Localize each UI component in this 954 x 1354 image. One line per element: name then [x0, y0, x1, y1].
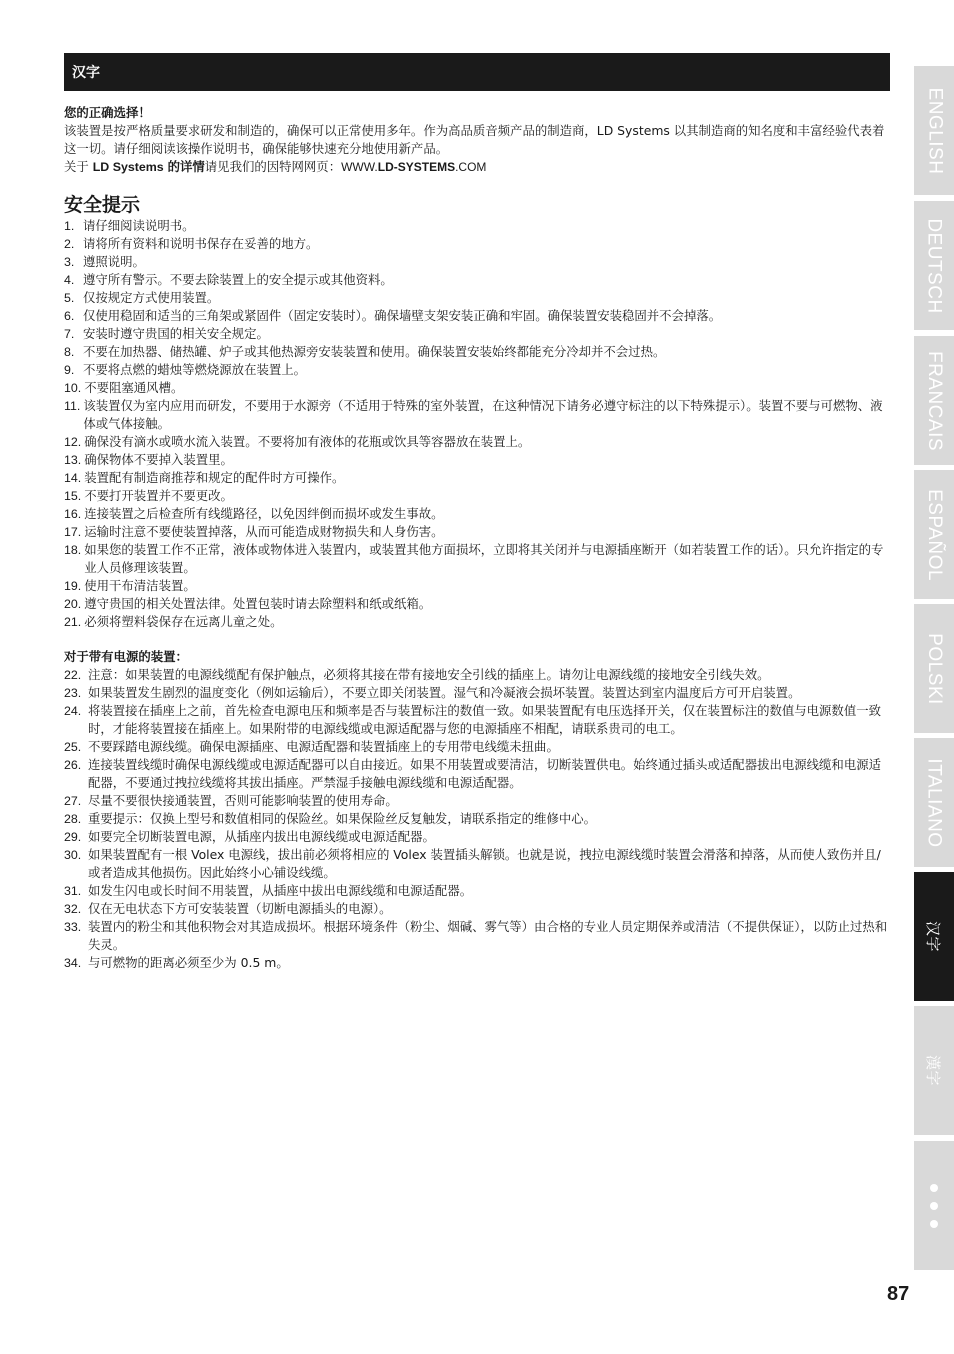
list-item-text: 不要阻塞通风槽。: [84, 380, 184, 395]
list-item-text: 与可燃物的距离必须至少为 0.5 m。: [88, 955, 289, 970]
list-item: [64, 702, 888, 738]
tab-francais[interactable]: [914, 336, 954, 465]
list-item-text: 装置配有制造商推荐和规定的配件时方可操作。: [84, 470, 345, 485]
list-item-text: 如果您的装置工作不正常，液体或物体进入装置内，或装置其他方面损坏，立即将其关闭并与电源插座断开（如若装置工作的话）。只允许指定的专业人员修理该装置。: [84, 542, 884, 575]
tab-simplified-chinese-label: 汉字: [924, 920, 942, 953]
list-item-number: 12.: [64, 435, 82, 449]
list-item: [64, 900, 888, 918]
list-item-number: 22.: [64, 668, 82, 682]
list-item-number: 24.: [64, 704, 82, 718]
list-item-number: 15.: [64, 489, 82, 503]
list-item-text: 如果装置配有一根 Volex 电源线，拔出前必须将相应的 Volex 装置插头解锁。也就是说，拽拉电源线缆时装置会滑落和掉落，从而使人致伤并且/或者造成其他损伤。因此始终小心铺设线缆。: [88, 847, 881, 880]
intro-more-line: [64, 158, 888, 176]
list-item-number: 16.: [64, 507, 82, 521]
intro-more-details: 的详情: [167, 160, 205, 174]
list-item: [64, 379, 888, 397]
list-item-text: 如发生闪电或长时间不用装置，从插座中拔出电源线缆和电源适配器。: [88, 883, 473, 898]
list-item-number: 28.: [64, 812, 82, 826]
tab-polski[interactable]: [914, 604, 954, 733]
list-item-text: 不要在加热器、储热罐、炉子或其他热源旁安装装置和使用。确保装置安装始终都能充分冷却并不会过热。: [83, 344, 666, 359]
intro-title: 您的正确选择！: [64, 105, 151, 120]
list-item-number: 26.: [64, 758, 82, 772]
list-item-number: 18.: [64, 543, 82, 557]
list-item-number: 4.: [64, 273, 75, 287]
list-item-text: 仅使用稳固和适当的三角架或紧固件（固定安装时）。确保墙壁支架安装正确和牢固。确保装置安装稳固并不会掉落。: [83, 308, 722, 323]
section-header-title: 汉字: [72, 65, 100, 81]
list-item: [64, 307, 888, 325]
list-item: [64, 523, 888, 541]
list-item: [64, 451, 888, 469]
tab-espanol-label: ESPAÑOL: [924, 488, 946, 581]
url-suffix: .COM: [455, 160, 487, 174]
list-item-number: 7.: [64, 327, 75, 341]
list-item-text: 不要打开装置并不要更改。: [84, 488, 233, 503]
intro-body: 该装置是按严格质量要求研发和制造的，确保可以正常使用多年。作为高品质音频产品的制造商，LD Systems 以其制造商的知名度和丰富经验代表着这一切。请仔细阅读该操作说明书，确保能够快速充分地使用新产品。: [64, 123, 885, 156]
url-brand: LD-SYSTEMS: [377, 160, 456, 174]
list-item: [64, 954, 888, 972]
intro-more-text: 请见我们的因特网网页：: [204, 159, 342, 174]
intro-more-prefix: 关于: [64, 159, 89, 174]
list-item: [64, 738, 888, 756]
list-item: [64, 397, 888, 433]
more-dots-icon: [930, 1184, 938, 1192]
list-item: [64, 217, 888, 235]
tab-english[interactable]: [914, 66, 954, 195]
list-item-text: 必须将塑料袋保存在远离儿童之处。: [84, 614, 283, 629]
list-item-text: 确保物体不要掉入装置里。: [84, 452, 233, 467]
tab-english-label: ENGLISH: [924, 87, 946, 174]
tab-italiano[interactable]: [914, 738, 954, 867]
tab-simplified-chinese[interactable]: [914, 872, 954, 1001]
more-dot: [930, 1220, 938, 1228]
list-item-text: 安装时遵守贵国的相关安全规定。: [83, 326, 269, 341]
intro-more-brand: LD Systems: [92, 160, 164, 174]
list-item-text: 装置内的粉尘和其他积物会对其造成损坏。根据环境条件（粉尘、烟碱、雾气等）由合格的专业人员定期保养或清洁（不提供保证），以防止过热和失灵。: [88, 919, 888, 952]
list-item-text: 不要将点燃的蜡烛等燃烧源放在装置上。: [83, 362, 307, 377]
list-item-number: 10.: [64, 381, 82, 395]
list-item-number: 31.: [64, 884, 82, 898]
list-item-number: 2.: [64, 237, 75, 251]
list-item-text: 遵照说明。: [83, 254, 145, 269]
tab-polski-label: POLSKI: [924, 632, 945, 705]
list-item-text: 不要踩踏电源线缆。确保电源插座、电源适配器和装置插座上的专用带电线缆未扭曲。: [88, 739, 559, 754]
tab-deutsch-label: DEUTSCH: [924, 217, 945, 314]
list-item: [64, 469, 888, 487]
list-item: [64, 918, 888, 954]
list-item-text: 将装置接在插座上之前，首先检查电源电压和频率是否与装置标注的数值一致。如果装置配有电压选择开关，仅在装置标注的数值与电源数值一致时，才能将装置接在插座上。如果附带的电源线缆或电源适配器与您的电源插座不相配，请联系贵司的电工。: [88, 703, 881, 736]
list-item-text: 请将所有资料和说明书保存在妥善的地方。: [83, 236, 319, 251]
intro-block: [64, 104, 888, 176]
list-item-number: 30.: [64, 848, 82, 862]
tab-francais-label: FRANCAIS: [924, 350, 946, 451]
list-item-number: 19.: [64, 579, 82, 593]
list-item-number: 1.: [64, 219, 75, 233]
list-item: [64, 882, 888, 900]
list-item-number: 8.: [64, 345, 75, 359]
list-item-text: 仅在无电状态下方可安装装置（切断电源插头的电源）。: [88, 901, 392, 916]
tab-italiano-label: ITALIANO: [924, 757, 946, 848]
list-item: [64, 666, 888, 684]
list-item-text: 如要完全切断装置电源，从插座内拔出电源线缆或电源适配器。: [88, 829, 435, 844]
list-item: [64, 577, 888, 595]
tab-traditional-chinese[interactable]: [914, 1006, 954, 1135]
list-item-number: 3.: [64, 255, 75, 269]
list-item-number: 20.: [64, 597, 82, 611]
safety-title: 安全提示: [64, 194, 141, 216]
list-item-text: 该装置仅为室内应用而研发，不要用于水源旁（不适用于特殊的室外装置，在这种情况下请务必遵守标注的以下特殊提示）。装置不要与可燃物、液体或气体接触。: [83, 398, 883, 431]
list-item-number: 17.: [64, 525, 82, 539]
list-item-text: 如果装置发生剧烈的温度变化（例如运输后），不要立即关闭装置。湿气和冷凝液会损坏装置。装置达到室内温度后方可开启装置。: [88, 685, 801, 700]
list-item: [64, 792, 888, 810]
list-item-number: 14.: [64, 471, 82, 485]
list-item: [64, 289, 888, 307]
list-item-text: 重要提示：仅换上型号和数值相同的保险丝。如果保险丝反复触发，请联系指定的维修中心。: [88, 811, 597, 826]
list-item-number: 33.: [64, 920, 82, 934]
safety-list: [64, 217, 888, 631]
list-item: [64, 253, 888, 271]
list-item-number: 23.: [64, 686, 82, 700]
list-item-text: 注意：如果装置的电源线缆配有保护触点，必须将其接在带有接地安全引线的插座上。请勿让电源线缆的接地安全引线失效。: [88, 667, 770, 682]
list-item-text: 使用干布清洁装置。: [84, 578, 196, 593]
list-item: [64, 613, 888, 631]
list-item: [64, 810, 888, 828]
mains-title: 对于带有电源的装置：: [64, 649, 188, 664]
tab-traditional-chinese-label: 漢字: [924, 1054, 942, 1087]
list-item: [64, 595, 888, 613]
list-item-number: 5.: [64, 291, 75, 305]
list-item: [64, 756, 888, 792]
tab-deutsch[interactable]: [914, 201, 954, 330]
list-item-text: 连接装置之后检查所有线缆路径，以免因绊倒而损坏或发生事故。: [84, 506, 444, 521]
list-item-text: 请仔细阅读说明书。: [83, 218, 195, 233]
list-item-number: 34.: [64, 956, 82, 970]
list-item: [64, 828, 888, 846]
list-item: [64, 541, 888, 577]
list-item: [64, 361, 888, 379]
list-item: [64, 343, 888, 361]
url-prefix: WWW.: [341, 160, 378, 174]
list-item-text: 仅按规定方式使用装置。: [83, 290, 220, 305]
mains-list: [64, 666, 888, 972]
list-item-text: 遵守所有警示。不要去除装置上的安全提示或其他资料。: [83, 272, 393, 287]
list-item: [64, 325, 888, 343]
list-item-text: 确保没有滴水或喷水流入装置。不要将加有液体的花瓶或饮具等容器放在装置上。: [84, 434, 531, 449]
list-item-text: 运输时注意不要使装置掉落，从而可能造成财物损失和人身伤害。: [84, 524, 444, 539]
list-item-number: 21.: [64, 615, 82, 629]
page-number: 87: [887, 1283, 910, 1305]
list-item: [64, 505, 888, 523]
list-item: [64, 271, 888, 289]
page-content: [64, 104, 888, 972]
list-item-number: 29.: [64, 830, 82, 844]
list-item-number: 27.: [64, 794, 82, 808]
list-item-number: 11.: [64, 399, 81, 413]
list-item-number: 25.: [64, 740, 82, 754]
list-item: [64, 684, 888, 702]
list-item-number: 32.: [64, 902, 82, 916]
list-item: [64, 433, 888, 451]
list-item-number: 13.: [64, 453, 82, 467]
more-dot: [930, 1202, 938, 1210]
section-header-bar: [64, 53, 890, 91]
list-item-text: 连接装置线缆时确保电源线缆或电源适配器可以自由接近。如果不用装置或要清洁，切断装置供电。始终通过插头或适配器拔出电源线缆和电源适配器，不要通过拽拉线缆将其拔出插座。严禁湿手接触电源线缆和电源适配器。: [88, 757, 881, 790]
tab-more[interactable]: [914, 1141, 954, 1270]
list-item-number: 9.: [64, 363, 75, 377]
website-url[interactable]: [341, 160, 486, 174]
list-item: [64, 487, 888, 505]
list-item-number: 6.: [64, 309, 75, 323]
list-item: [64, 846, 888, 882]
list-item-text: 遵守贵国的相关处置法律。处置包装时请去除塑料和纸或纸箱。: [84, 596, 432, 611]
tab-espanol[interactable]: [914, 470, 954, 599]
list-item-text: 尽量不要很快接通装置，否则可能影响装置的使用寿命。: [88, 793, 398, 808]
list-item: [64, 235, 888, 253]
